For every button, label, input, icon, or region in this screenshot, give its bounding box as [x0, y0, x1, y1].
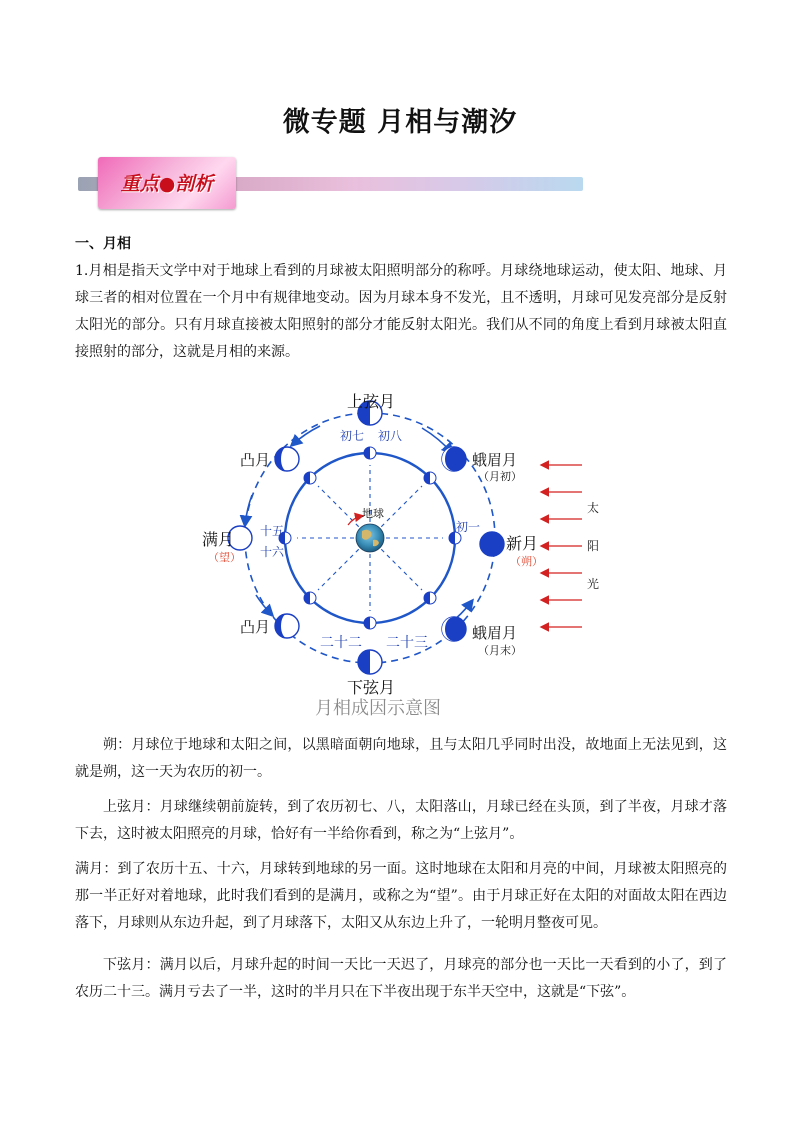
- gibbous-lower-label: 凸月: [240, 618, 271, 636]
- section-heading-moon-phase: 一、月相: [75, 236, 131, 252]
- new-moon-label: 新月: [506, 534, 539, 553]
- sunlight-label-2: 阳: [587, 539, 600, 553]
- sunlight-label-1: 太: [587, 501, 600, 515]
- first-quarter-day-1: 初七: [340, 429, 365, 443]
- first-quarter-day-2: 初八: [378, 429, 403, 443]
- inner-moon-lower-left: [304, 592, 316, 604]
- full-moon-day-1: 十五: [260, 524, 285, 538]
- section-banner: [78, 155, 588, 211]
- banner-tag: [98, 157, 236, 209]
- banner-label: 重点●剖析: [120, 173, 214, 195]
- moon-phase-diagram: [190, 385, 615, 725]
- paragraph-new-moon: 朔：月球位于地球和太阳之间，以黑暗面朝向地球，且与太阳几乎同时出没，故地面上无法见到，这就是朔，这一天为农历的初一。: [75, 737, 727, 780]
- last-quarter-moon-icon: [358, 650, 382, 674]
- page-title: 微专题 月相与潮汐: [282, 107, 518, 138]
- crescent-lower-label: 蛾眉月: [472, 624, 518, 642]
- sunlight-arrows: [542, 465, 582, 627]
- gibbous-upper-label: 凸月: [240, 451, 271, 469]
- earth-rotation-arrow: [348, 516, 362, 525]
- inner-moon-upper-left: [304, 472, 316, 484]
- full-moon-note: （望）: [208, 551, 241, 564]
- earth-label: 地球: [362, 507, 384, 520]
- full-moon-day-2: 十六: [260, 545, 285, 559]
- paragraph-first-quarter: 上弦月：月球继续朝前旋转，到了农历初七、八，太阳落山，月球已经在头顶，到了半夜，月球才落下去，这时被太阳照亮的月球，恰好有一半给你看到，称之为“上弦月”。: [75, 799, 727, 842]
- moon-phase-diagram-svg: [190, 385, 615, 725]
- crescent-upper-note: （月初）: [478, 470, 522, 483]
- paragraph-full-moon: 满月：到了农历十五、十六，月球转到地球的另一面。这时地球在太阳和月亮的中间，月球被太阳照亮的那一半正好对着地球，此时我们看到的是满月，或称之为“望”。由于月球正好在太阳的对面故太阳在西边落下，月球则从东边升起，到了月球落下，太阳又从东边上升了，一轮明月整夜可见。: [75, 861, 727, 931]
- last-quarter-day-2: 二十三: [386, 635, 428, 651]
- crescent-upper-moon-icon: [442, 447, 466, 471]
- new-moon-note: （朔）: [510, 555, 543, 568]
- orbit-arrow-upper-left: [292, 426, 320, 445]
- last-quarter-day-1: 二十二: [320, 635, 362, 651]
- diagram-caption: 月相成因示意图: [315, 698, 441, 719]
- paragraph-intro: 1.月相是指天文学中对于地球上看到的月球被太阳照明部分的称呼。月球绕地球运动，使太阳、地球、月球三者的相对位置在一个月中有规律地变动。因为月球本身不发光，且不透明，月球可见发亮部分是反射太阳光的部分。只有月球直接被太阳照射的部分才能反射太阳光。我们从不同的角度上看到月球被太阳直接照射的部分，这就是月相的来源。: [75, 263, 727, 360]
- paragraph-last-quarter: 下弦月：满月以后，月球升起的时间一天比一天迟了，月球亮的部分也一天比一天看到的小了，到了农历二十三。满月亏去了一半，这时的半月只在下半夜出现于东半天空中，这就是“下弦”。: [75, 957, 727, 1000]
- inner-moon-top: [364, 447, 376, 459]
- last-quarter-label: 下弦月: [347, 678, 396, 697]
- sunlight-label-3: 光: [587, 577, 600, 591]
- inner-moon-lower-right: [424, 592, 436, 604]
- crescent-upper-label: 蛾眉月: [472, 451, 518, 469]
- crescent-lower-moon-icon: [442, 617, 466, 641]
- full-moon-label: 满月: [202, 530, 235, 549]
- gibbous-lower-moon-icon: [275, 614, 299, 638]
- crescent-lower-note: （月末）: [478, 644, 522, 657]
- inner-moon-bottom: [364, 617, 376, 629]
- orbit-arrow-lower-left: [256, 595, 272, 615]
- first-quarter-label: 上弦月: [347, 392, 396, 411]
- earth-globe-icon: [356, 524, 384, 552]
- new-moon-day: 初一: [456, 520, 481, 534]
- gibbous-upper-moon-icon: [275, 447, 299, 471]
- new-moon-icon: [480, 532, 504, 556]
- inner-moon-upper-right: [424, 472, 436, 484]
